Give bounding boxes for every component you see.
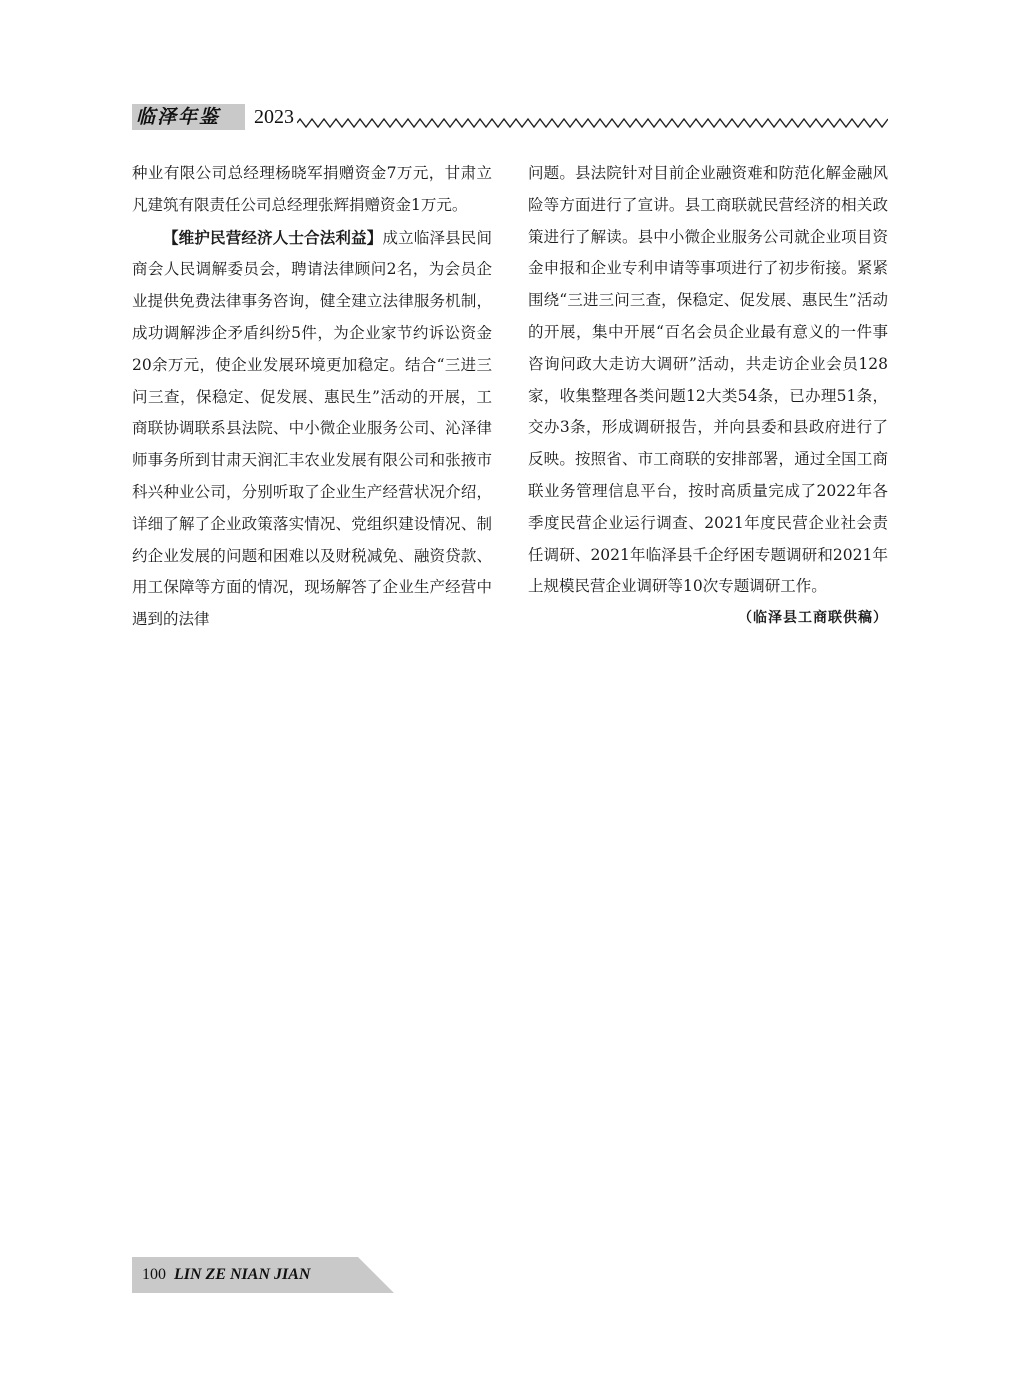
header-year: 2023 [254,106,294,128]
paragraph-continuation-right: 问题。县法院针对目前企业融资难和防范化解金融风险等方面进行了宣讲。县工商联就民营经济的相关政策进行了解读。县中小微企业服务公司就企业项目资金申报和企业专利申请等事项进行了初步衔接。紧紧围绕“三进三问三查，保稳定、促发展、惠民生”活动的开展，集中开展“百名会员企业最有意义的一件事咨询问政大走访大调研”活动，共走访企业会员128家，收集整理各类问题12大类54条，已办理51条，交办3条，形成调研报告，并向县委和县政府进行了反映。按照省、市工商联的安排部署，通过全国工商联业务管理信息平台，按时高质量完成了2022年各季度民营企业运行调查、2021年度民营企业社会责任调研、2021年临泽县千企纾困专题调研和2021年上规模民营企业调研等10次专题调研工作。 [528,164,888,596]
left-column [132,158,492,636]
source-credit: （临泽县工商联供稿） [738,610,888,627]
footer [132,1257,394,1293]
section-heading: 【维护民营经济人士合法利益】 [163,227,383,247]
right-column [528,158,888,635]
book-name-latin: LIN ZE NIAN JIAN [174,1266,311,1283]
paragraph-body: 成立临泽县民间商会人民调解委员会，聘请法律顾问2名，为会员企业提供免费法律事务咨询，健全建立法律服务机制，成功调解涉企矛盾纠纷5件，为企业家节约诉讼资金20余万元，使企业发展环境更加稳定。结合“三进三问三查，保稳定、促发展、惠民生”活动的开展，工商联协调联系县法院、中小微企业服务公司、沁泽律师事务所到甘肃天润汇丰农业发展有限公司和张掖市科兴种业公司，分别听取了企业生产经营状况介绍，详细了解了企业政策落实情况、党组织建设情况、制约企业发展的问题和困难以及财税减免、融资贷款、用工保障等方面的情况，现场解答了企业生产经营中遇到的法律 [132,228,492,629]
book-title: 临泽年鉴 [136,106,221,128]
paragraph-legal-rights [132,222,492,636]
paragraph-continuation: 种业有限公司总经理杨晓军捐赠资金7万元，甘肃立凡建筑有限责任公司总经理张辉捐赠资金1万元。 [132,164,492,214]
page-number: 100 [142,1266,166,1283]
header-wave-rule [297,116,888,130]
